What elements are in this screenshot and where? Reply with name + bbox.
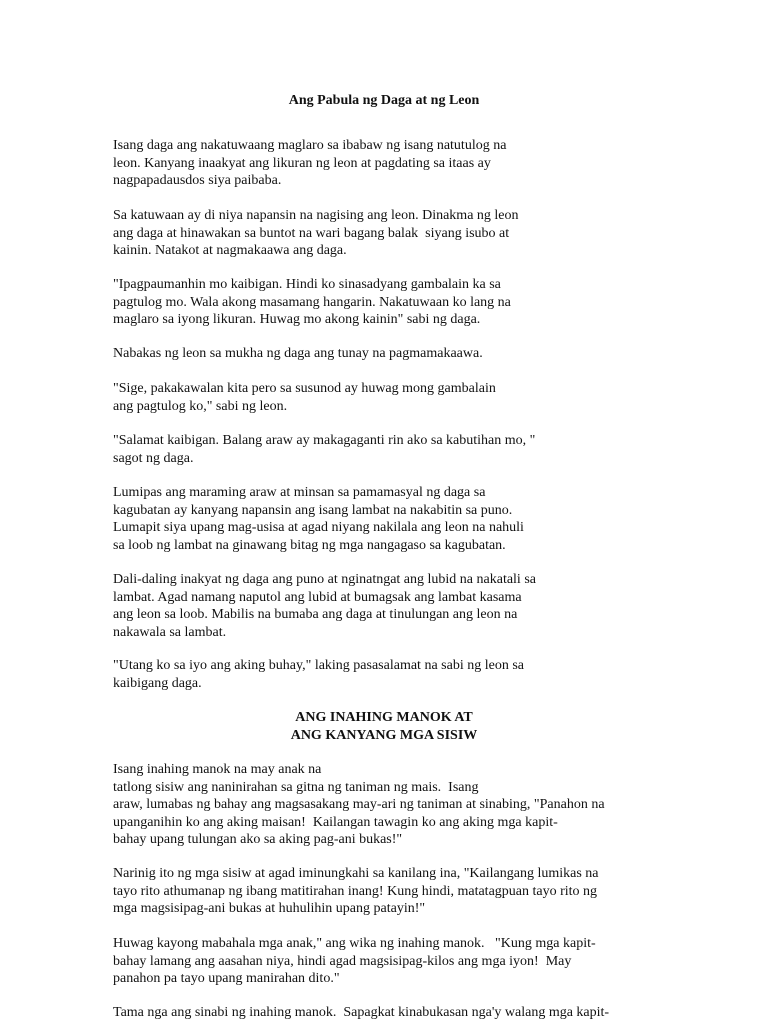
text-line: araw, lumabas ng bahay ang magsasakang may-ari ng taniman at sinabing, "Panahon na: [113, 797, 605, 812]
text-line: nakawala sa lambat.: [113, 624, 227, 640]
text-line: Narinig ito ng mga sisiw at agad iminungkahi sa kanilang ina, "Kailangang lumikas na: [113, 866, 599, 881]
story1-paragraph-8: [113, 571, 673, 641]
text-line: sagot ng daga.: [113, 450, 194, 466]
story1-paragraph-5: [113, 380, 673, 415]
story2-paragraph-1: [113, 761, 673, 849]
text-line: "Utang ko sa iyo ang aking buhay," laking pasasalamat na sabi ng leon sa: [113, 658, 524, 673]
text-line: "Salamat kaibigan. Balang araw ay makagaganti rin ako sa kabutihan mo, ": [113, 433, 536, 448]
text-line: maglaro sa iyong likuran. Huwag mo akong kainin" sabi ng daga.: [113, 312, 481, 327]
story1-paragraph-7: [113, 484, 673, 554]
section-heading: [0, 709, 768, 745]
text-line: bahay lamang ang aasahan niya, hindi agad magsisipag-kilos ang mga iyon! May: [113, 953, 572, 969]
story2-paragraph-4: [113, 1004, 673, 1022]
story1-paragraph-9: [113, 657, 673, 692]
text-line: Tama nga ang sinabi ng inahing manok. Sapagkat kinabukasan nga'y walang mga kapit-: [113, 1005, 610, 1020]
story1-paragraph-4: [113, 345, 673, 363]
text-line: panahon pa tayo upang manirahan dito.": [113, 971, 340, 986]
story1-paragraph-1: [113, 137, 673, 190]
text-line: Isang inahing manok na may anak na: [113, 762, 322, 777]
story2-paragraph-3: [113, 935, 673, 988]
text-line: nagpapadausdos siya paibaba.: [113, 173, 282, 188]
text-line: sa loob ng lambat na ginawang bitag ng mga nangagaso sa kagubatan.: [113, 537, 506, 553]
story2-paragraph-2: [113, 865, 673, 918]
heading-line: ANG KANYANG MGA SISIW: [290, 728, 478, 743]
heading-line: ANG INAHING MANOK AT: [295, 710, 473, 725]
document-title: Ang Pabula ng Daga at ng Leon: [288, 93, 480, 108]
text-line: pagtulog mo. Wala akong masamang hangarin. Nakatuwaan ko lang na: [113, 294, 511, 310]
text-line: Sa katuwaan ay di niya napansin na nagising ang leon. Dinakma ng leon: [113, 208, 519, 223]
text-line: upanganihin ko ang aking maisan! Kailangan tawagin ko ang aking mga kapit-: [113, 814, 558, 830]
text-line: bahay upang tulungan ako sa aking pag-ani bukas!": [113, 832, 403, 847]
text-line: mga magsisipag-ani bukas at huhulihin upang patayin!": [113, 901, 426, 916]
text-line: "Ipagpaumanhin mo kaibigan. Hindi ko sinasadyang gambalain ka sa: [113, 277, 501, 292]
text-line: lambat. Agad namang naputol ang lubid at bumagsak ang lambat kasama: [113, 589, 522, 605]
text-line: ang leon sa loob. Mabilis na bumaba ang daga at tinulungan ang leon na: [113, 607, 518, 622]
text-line: Nabakas ng leon sa mukha ng daga ang tunay na pagmamakaawa.: [113, 346, 483, 361]
text-line: Lumapit siya upang mag-usisa at agad niyang nakilala ang leon na nahuli: [113, 520, 524, 535]
story1-paragraph-6: [113, 432, 673, 467]
text-line: Dali-daling inakyat ng daga ang puno at nginatngat ang lubid na nakatali sa: [113, 572, 536, 587]
text-line: "Sige, pakakawalan kita pero sa susunod ay huwag mong gambalain: [113, 381, 496, 396]
text-line: leon. Kanyang inaakyat ang likuran ng leon at pagdating sa itaas ay: [113, 155, 491, 171]
text-line: Huwag kayong mabahala mga anak," ang wika ng inahing manok. "Kung mga kapit-: [113, 936, 596, 951]
text-line: Isang daga ang nakatuwaang maglaro sa ibabaw ng isang natutulog na: [113, 138, 507, 153]
story1-paragraph-3: [113, 276, 673, 329]
story1-paragraph-2: [113, 207, 673, 260]
text-line: ang daga at hinawakan sa buntot na wari bagang balak siyang isubo at: [113, 225, 510, 241]
text-line: kagubatan ay kanyang napansin ang isang lambat na nakabitin sa puno.: [113, 502, 513, 518]
text-line: tatlong sisiw ang naninirahan sa gitna ng taniman ng mais. Isang: [113, 779, 479, 795]
text-line: tayo rito athumanap ng ibang matitirahan inang! Kung hindi, matatagpuan tayo rito ng: [113, 883, 598, 899]
text-line: ang pagtulog ko," sabi ng leon.: [113, 398, 288, 414]
text-line: Lumipas ang maraming araw at minsan sa pamamasyal ng daga sa: [113, 485, 486, 500]
text-line: kaibigang daga.: [113, 675, 202, 691]
text-line: kainin. Natakot at nagmakaawa ang daga.: [113, 243, 347, 258]
